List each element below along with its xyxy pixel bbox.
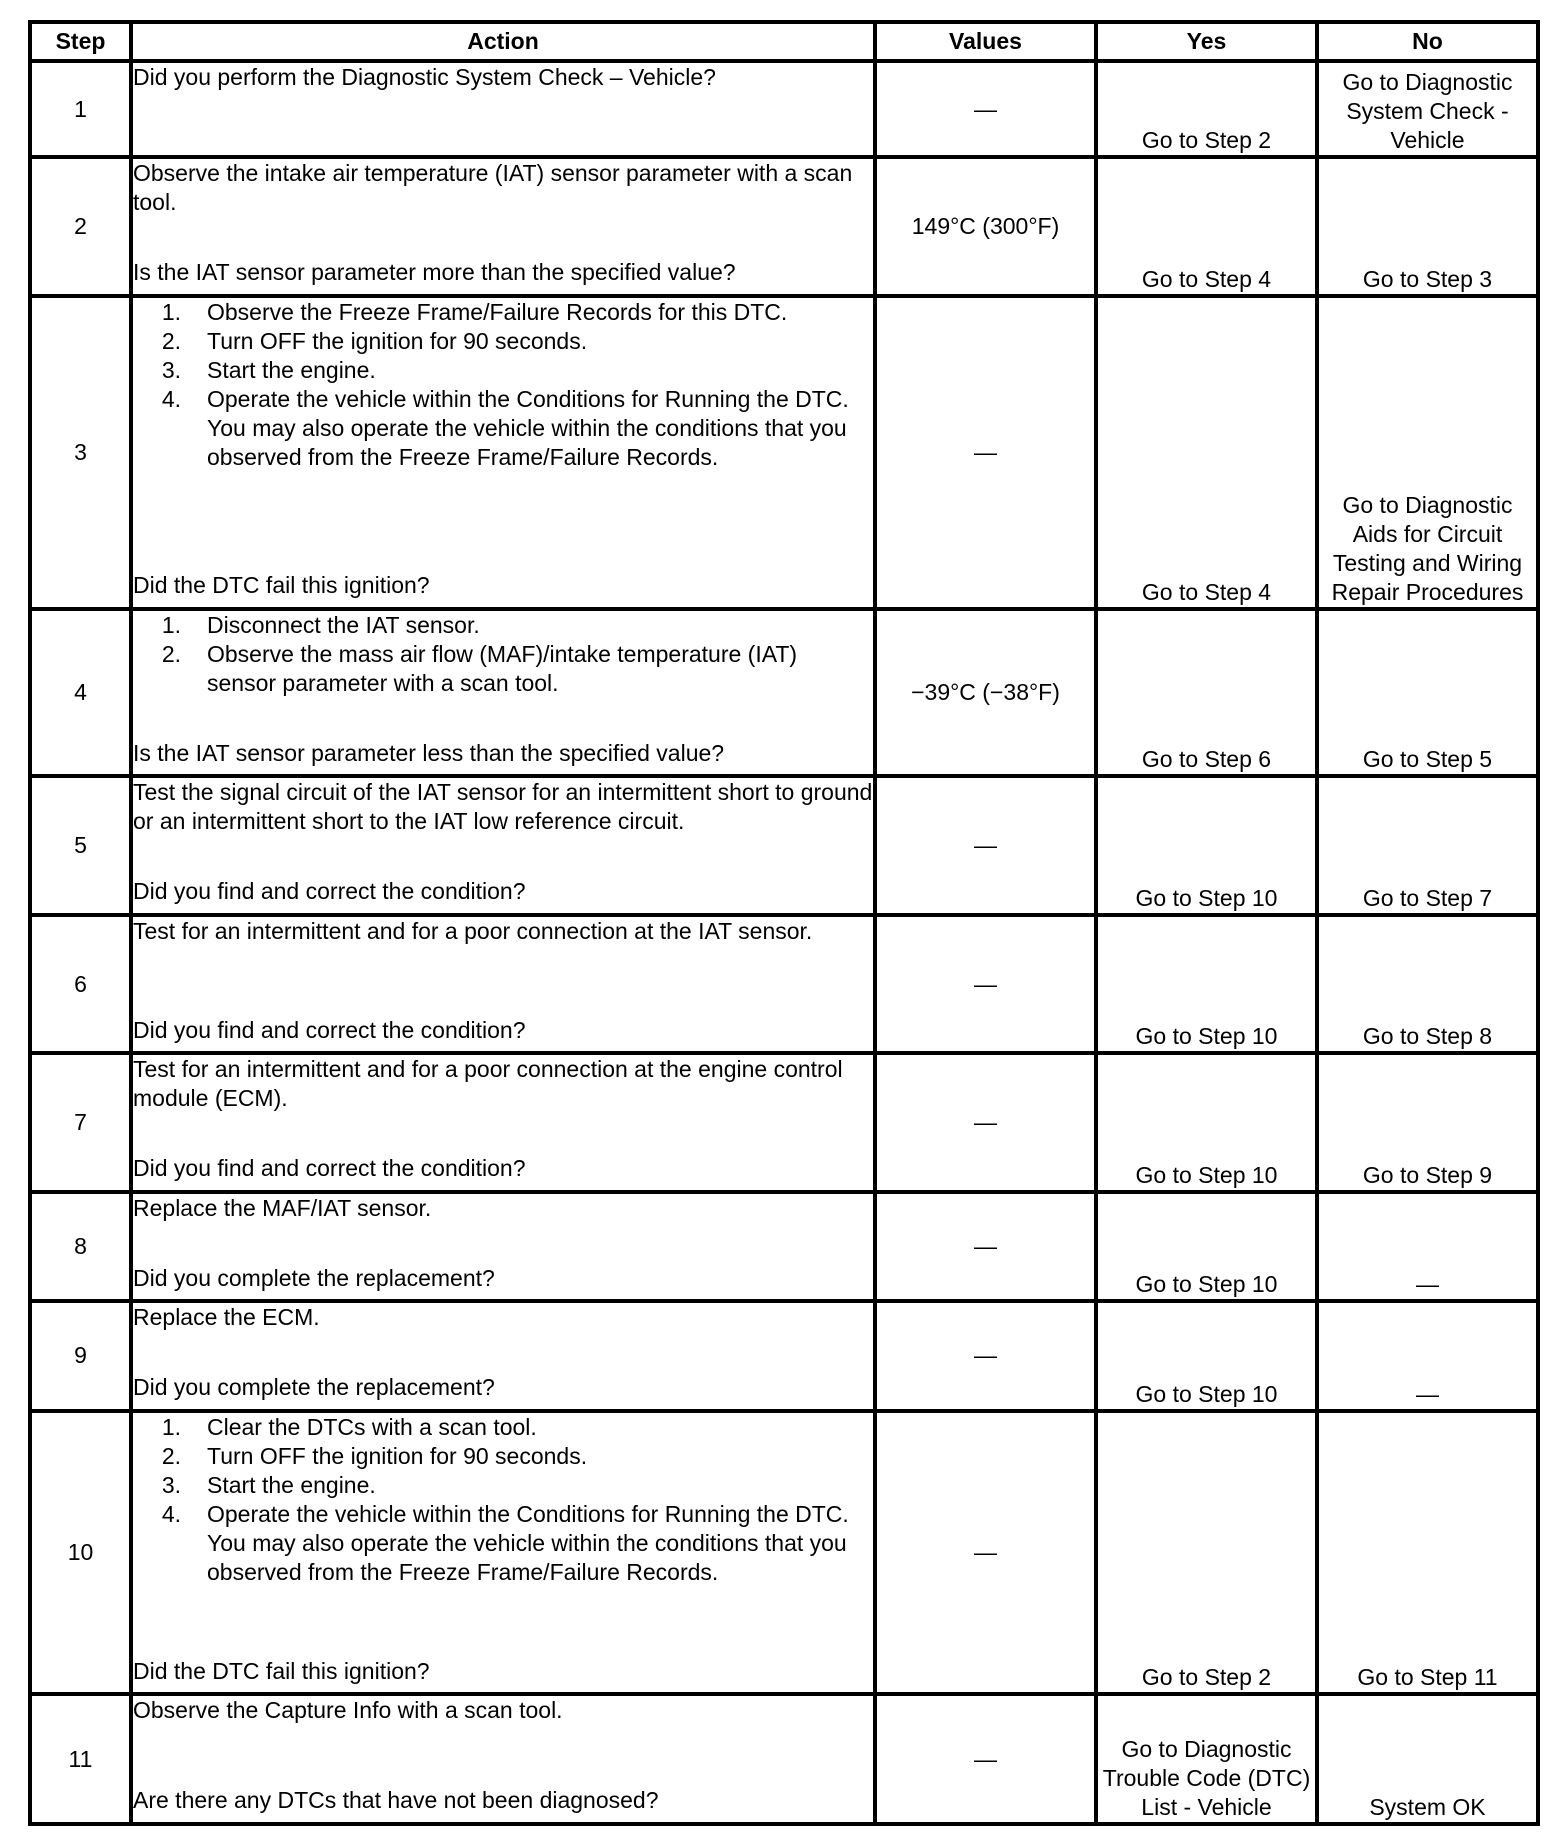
value-cell: —: [875, 1192, 1096, 1301]
procedure-item-text: Observe the mass air flow (MAF)/intake temperature (IAT) sensor parameter with a scan tool.: [207, 640, 798, 696]
yes-cell: Go to Step 10: [1096, 1301, 1317, 1410]
procedure-item-number: 3.: [161, 356, 181, 383]
table-row: [30, 296, 1538, 609]
table-row: [30, 1411, 1538, 1695]
no-cell: Go to Step 8: [1317, 915, 1538, 1053]
action-cell: [131, 296, 875, 609]
procedure-item-number: 2.: [161, 640, 181, 667]
step-number: 4: [30, 609, 131, 777]
header-no: No: [1317, 22, 1538, 61]
value-cell: —: [875, 776, 1096, 914]
procedure-item-text: Observe the Freeze Frame/Failure Records for this DTC.: [207, 298, 788, 325]
procedure-item: [133, 356, 873, 385]
no-cell: Go to Step 5: [1317, 609, 1538, 777]
header-values: Values: [875, 22, 1096, 61]
action-text: Replace the MAF/IAT sensor.: [133, 1194, 432, 1221]
step-number: 3: [30, 296, 131, 609]
procedure-item-text: Start the engine.: [207, 1471, 376, 1498]
action-cell: [131, 1192, 875, 1301]
action-cell: [131, 1694, 875, 1824]
yes-cell: Go to Step 10: [1096, 1192, 1317, 1301]
header-row: [30, 22, 1538, 61]
procedure-item: [133, 385, 873, 472]
procedure-item: [133, 298, 873, 327]
yes-cell: Go to Step 4: [1096, 296, 1317, 609]
diagnostic-table: [28, 20, 1540, 1826]
action-cell: [131, 609, 875, 777]
action-text: Test for an intermittent and for a poor connection at the engine control module (ECM).: [133, 1056, 843, 1112]
action-cell: [131, 776, 875, 914]
value-cell: —: [875, 296, 1096, 609]
procedure-item-number: 1.: [161, 1413, 181, 1440]
action-text: Observe the intake air temperature (IAT) sensor parameter with a scan tool.: [133, 160, 853, 216]
action-question: Is the IAT sensor parameter less than the specified value?: [133, 739, 725, 766]
step-number: 11: [30, 1694, 131, 1824]
table-row: [30, 1301, 1538, 1410]
yes-cell: Go to Step 2: [1096, 1411, 1317, 1695]
procedure-item-text: Clear the DTCs with a scan tool.: [207, 1413, 537, 1440]
action-text: Test for an intermittent and for a poor connection at the IAT sensor.: [133, 917, 813, 944]
procedure-item: [133, 611, 873, 640]
procedure-item-text: Operate the vehicle within the Conditions for Running the DTC. You may also operate the vehicle within the conditions that you observed from the Freeze Frame/Failure Records.: [207, 1500, 849, 1585]
procedure-item: [133, 1500, 873, 1587]
step-number: 8: [30, 1192, 131, 1301]
yes-cell: Go to Step 10: [1096, 1053, 1317, 1191]
header-step: Step: [30, 22, 131, 61]
header-yes: Yes: [1096, 22, 1317, 61]
procedure-item-number: 4.: [161, 385, 181, 412]
procedure-item-number: 2.: [161, 327, 181, 354]
action-question: Did you complete the replacement?: [133, 1264, 495, 1291]
action-text: Replace the ECM.: [133, 1304, 320, 1331]
table-row: [30, 61, 1538, 157]
procedure-item: [133, 327, 873, 356]
header-action: Action: [131, 22, 875, 61]
table-row: [30, 776, 1538, 914]
procedure-item-text: Turn OFF the ignition for 90 seconds.: [207, 327, 588, 354]
yes-cell: Go to Step 10: [1096, 915, 1317, 1053]
procedure-item-text: Start the engine.: [207, 356, 376, 383]
no-cell: —: [1317, 1301, 1538, 1410]
step-number: 7: [30, 1053, 131, 1191]
procedure-item-number: 1.: [161, 611, 181, 638]
action-question: Is the IAT sensor parameter more than the specified value?: [133, 259, 736, 286]
yes-cell: Go to Step 4: [1096, 157, 1317, 295]
table-row: [30, 1694, 1538, 1824]
action-text: Observe the Capture Info with a scan tool.: [133, 1697, 563, 1724]
table-row: [30, 915, 1538, 1053]
procedure-item-number: 4.: [161, 1500, 181, 1527]
yes-cell: Go to Diagnostic Trouble Code (DTC) List - Vehicle: [1096, 1694, 1317, 1824]
step-number: 2: [30, 157, 131, 295]
procedure-item-text: Turn OFF the ignition for 90 seconds.: [207, 1442, 588, 1469]
procedure-list: [133, 1413, 873, 1587]
procedure-item-number: 2.: [161, 1442, 181, 1469]
value-cell: 149°C (300°F): [875, 157, 1096, 295]
action-question: Did the DTC fail this ignition?: [133, 571, 430, 598]
value-cell: —: [875, 1301, 1096, 1410]
procedure-item: [133, 1471, 873, 1500]
action-text: Did you perform the Diagnostic System Check – Vehicle?: [133, 64, 716, 90]
no-cell: System OK: [1317, 1694, 1538, 1824]
value-cell: −39°C (−38°F): [875, 609, 1096, 777]
no-cell: Go to Step 11: [1317, 1411, 1538, 1695]
action-question: Did you complete the replacement?: [133, 1374, 495, 1401]
action-cell: [131, 1411, 875, 1695]
action-question: Did you find and correct the condition?: [133, 1016, 526, 1043]
yes-cell: Go to Step 6: [1096, 609, 1317, 777]
value-cell: —: [875, 1694, 1096, 1824]
no-cell: Go to Step 9: [1317, 1053, 1538, 1191]
no-cell: Go to Diagnostic System Check - Vehicle: [1317, 61, 1538, 157]
yes-cell: Go to Step 10: [1096, 776, 1317, 914]
value-cell: —: [875, 61, 1096, 157]
table-row: [30, 609, 1538, 777]
value-cell: —: [875, 1053, 1096, 1191]
procedure-item: [133, 640, 873, 698]
action-cell: [131, 1053, 875, 1191]
no-cell: Go to Diagnostic Aids for Circuit Testing and Wiring Repair Procedures: [1317, 296, 1538, 609]
table-row: [30, 1053, 1538, 1191]
no-cell: Go to Step 3: [1317, 157, 1538, 295]
table-row: [30, 1192, 1538, 1301]
step-number: 1: [30, 61, 131, 157]
value-cell: —: [875, 915, 1096, 1053]
procedure-list: [133, 611, 873, 698]
action-cell: [131, 61, 875, 157]
step-number: 5: [30, 776, 131, 914]
procedure-item-text: Operate the vehicle within the Conditions for Running the DTC. You may also operate the vehicle within the conditions that you observed from the Freeze Frame/Failure Records.: [207, 385, 849, 470]
action-cell: [131, 915, 875, 1053]
procedure-item: [133, 1413, 873, 1442]
step-number: 10: [30, 1411, 131, 1695]
no-cell: —: [1317, 1192, 1538, 1301]
action-question: Did the DTC fail this ignition?: [133, 1657, 430, 1684]
procedure-item-number: 1.: [161, 298, 181, 325]
step-number: 9: [30, 1301, 131, 1410]
value-cell: —: [875, 1411, 1096, 1695]
procedure-list: [133, 298, 873, 472]
procedure-item: [133, 1442, 873, 1471]
procedure-item-number: 3.: [161, 1471, 181, 1498]
action-question: Are there any DTCs that have not been diagnosed?: [133, 1787, 659, 1814]
action-question: Did you find and correct the condition?: [133, 878, 526, 905]
procedure-item-text: Disconnect the IAT sensor.: [207, 611, 480, 638]
action-question: Did you find and correct the condition?: [133, 1155, 526, 1182]
step-number: 6: [30, 915, 131, 1053]
table-row: [30, 157, 1538, 295]
action-text: Test the signal circuit of the IAT sensor for an intermittent short to ground or an intermittent short to the IAT low reference circuit.: [133, 779, 873, 835]
action-cell: [131, 157, 875, 295]
yes-cell: Go to Step 2: [1096, 61, 1317, 157]
action-cell: [131, 1301, 875, 1410]
no-cell: Go to Step 7: [1317, 776, 1538, 914]
